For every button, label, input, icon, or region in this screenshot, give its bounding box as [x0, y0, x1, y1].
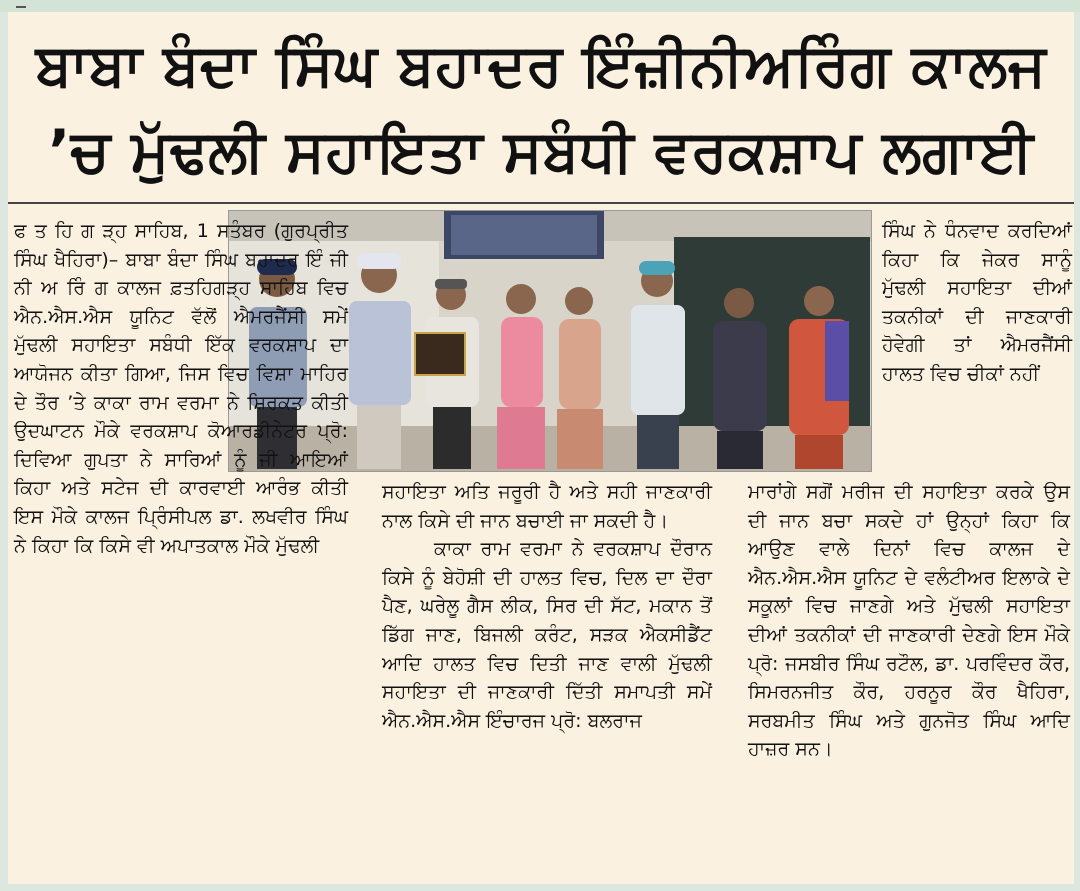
article-column-3: ਮਾਰਾਂਗੇ ਸਗੋਂ ਮਰੀਜ ਦੀ ਸਹਾਇਤਾ ਕਰਕੇ ਉਸ ਦੀ ਜਾਨ ਬਚਾ ਸਕਦੇ ਹਾਂ ਉਨ੍ਹਾਂ ਕਿਹਾ ਕਿ ਆਉਣ ਵਾਲੇ ਦਿਨਾਂ ਵਿਚ ਕਾਲਜ ਦੇ ਐਨ.ਐਸ.ਐਸ ਯੂਨਿਟ ਦੇ ਵਲੰਟੀਅਰ ਇਲਾਕੇ ਦੇ ਸਕੂਲਾਂ ਵਿਚ ਜਾਣਗੇ ਅਤੇ ਮੁੱਢਲੀ ਸਹਾਇਤਾ ਦੀਆਂ ਤਕਨੀਕਾਂ ਦੀ ਜਾਣਕਾਰੀ ਦੇਣਗੇ ਇਸ ਮੌਕੇ ਪ੍ਰੋ: ਜਸਬੀਰ ਸਿੰਘ ਰਟੌਲ, ਡਾ. ਪਰਵਿੰਦਰ ਕੌਰ, ਸਿਮਰਨਜੀਤ ਕੌਰ, ਹਰਨੂਰ ਕੌਰ ਖੈਹਿਰਾ, ਸਰਬਮੀਤ ਸਿੰਘ ਅਤੇ ਗੁਨਜੋਤ ਸਿੰਘ ਆਦਿ ਹਾਜ਼ਰ ਸਨ।	[748, 481, 1070, 761]
headline-rule	[8, 202, 1074, 204]
corner-mark	[16, 0, 26, 8]
top-strip	[0, 0, 1080, 12]
headline	[8, 22, 1074, 194]
newspaper-clipping	[8, 12, 1074, 884]
article-paragraph: ਸਹਾਇਤਾ ਅਤਿ ਜਰੂਰੀ ਹੈ ਅਤੇ ਸਹੀ ਜਾਣਕਾਰੀ ਨਾਲ ਕਿਸੇ ਦੀ ਜਾਨ ਬਚਾਈ ਜਾ ਸਕਦੀ ਹੈ।	[382, 481, 712, 532]
headline-line-1: ਬਾਬਾ ਬੰਦਾ ਸਿੰਘ ਬਹਾਦਰ ਇੰਜ਼ੀਨੀਅਰਿੰਗ ਕਾਲਜ	[35, 31, 1047, 99]
article-column-4: ਸਿੰਘ ਨੇ ਧੰਨਵਾਦ ਕਰਦਿਆਂ ਕਿਹਾ ਕਿ ਜੇਕਰ ਸਾਨੂੰ ਮੁੱਢਲੀ ਸਹਾਇਤਾ ਦੀਆਂ ਤਕਨੀਕਾਂ ਦੀ ਜਾਣਕਾਰੀ ਹੋਵੇਗੀ ਤਾਂ ਐਮਰਜੈਂਸੀ ਹਾਲਤ ਵਿਚ ਚੀਕਾਂ ਨਹੀਂ	[882, 220, 1072, 385]
article-paragraph: ਕਾਕਾ ਰਾਮ ਵਰਮਾ ਨੇ ਵਰਕਸ਼ਾਪ ਦੌਰਾਨ ਕਿਸੇ ਨੂੰ ਬੇਹੋਸ਼ੀ ਦੀ ਹਾਲਤ ਵਿਚ, ਦਿਲ ਦਾ ਦੌਰਾ ਪੈਣ, ਘਰੇਲੂ ਗੈਸ ਲੀਕ, ਸਿਰ ਦੀ ਸੱਟ, ਮਕਾਨ ਤੋਂ ਡਿੱਗ ਜਾਣ, ਬਿਜਲੀ ਕਰੰਟ, ਸੜਕ ਐਕਸੀਡੈਂਟ ਆਦਿ ਹਾਲਤ ਵਿਚ ਦਿਤੀ ਜਾਣ ਵਾਲੀ ਮੁੱਢਲੀ ਸਹਾਇਤਾ ਦੀ ਜਾਣਕਾਰੀ ਦਿੱਤੀ ਸਮਾਪਤੀ ਸਮੇਂ ਐਨ.ਐਸ.ਐਸ ਇੰਚਾਰਜ ਪ੍ਰੋ: ਬਲਰਾਜ	[382, 538, 712, 732]
article-column-1: ਫ ਤ ਹਿ ਗ ੜ੍ਹ ਸਾਹਿਬ, 1 ਸਤੰਬਰ (ਗੁਰਪ੍ਰੀਤ ਸਿੰਘ ਖੈਹਿਰਾ)– ਬਾਬਾ ਬੰਦਾ ਸਿੰਘ ਬਹਾਦਰ ਇੰ ਜੀ ਨੀ ਅ ਰਿੰ ਗ ਕਾਲਜ ਫ਼ਤਹਿਗੜ੍ਹ ਸਾਹਿਬ ਵਿਚ ਐਨ.ਐਸ.ਐਸ ਯੂਨਿਟ ਵੱਲੋਂ ਐਮਰਜੈਂਸੀ ਸਮੇਂ ਮੁੱਢਲੀ ਸਹਾਇਤਾ ਸਬੰਧੀ ਇੱਕ ਵਰਕਸ਼ਾਪ ਦਾ ਆਯੋਜਨ ਕੀਤਾ ਗਿਆ, ਜਿਸ ਵਿਚ ਵਿਸ਼ਾ ਮਾਹਿਰ ਦੇ ਤੌਰ ’ਤੇ ਕਾਕਾ ਰਾਮ ਵਰਮਾ ਨੇ ਸ਼ਿਰਕਤ ਕੀਤੀ ਉਦਘਾਟਨ ਮੌਕੇ ਵਰਕਸ਼ਾਪ ਕੋਆਰਡੀਨੇਟਰ ਪ੍ਰੋ: ਦਿਵਿਆ ਗੁਪਤਾ ਨੇ ਸਾਰਿਆਂ ਨੂੰ ਜੀ ਆਇਆਂ ਕਿਹਾ ਅਤੇ ਸਟੇਜ ਦੀ ਕਾਰਵਾਈ ਆਰੰਭ ਕੀਤੀ ਇਸ ਮੌਕੇ ਕਾਲਜ ਪ੍ਰਿੰਸੀਪਲ ਡਾ. ਲਖਵੀਰ ਸਿੰਘ ਨੇ ਕਿਹਾ ਕਿ ਕਿਸੇ ਵੀ ਅਪਾਤਕਾਲ ਮੌਕੇ ਮੁੱਢਲੀ	[14, 220, 348, 557]
article-column-2	[382, 478, 712, 735]
headline-line-2: ’ਚ ਮੁੱਢਲੀ ਸਹਾਇਤਾ ਸਬੰਧੀ ਵਰਕਸ਼ਾਪ ਲਗਾਈ	[48, 117, 1034, 185]
